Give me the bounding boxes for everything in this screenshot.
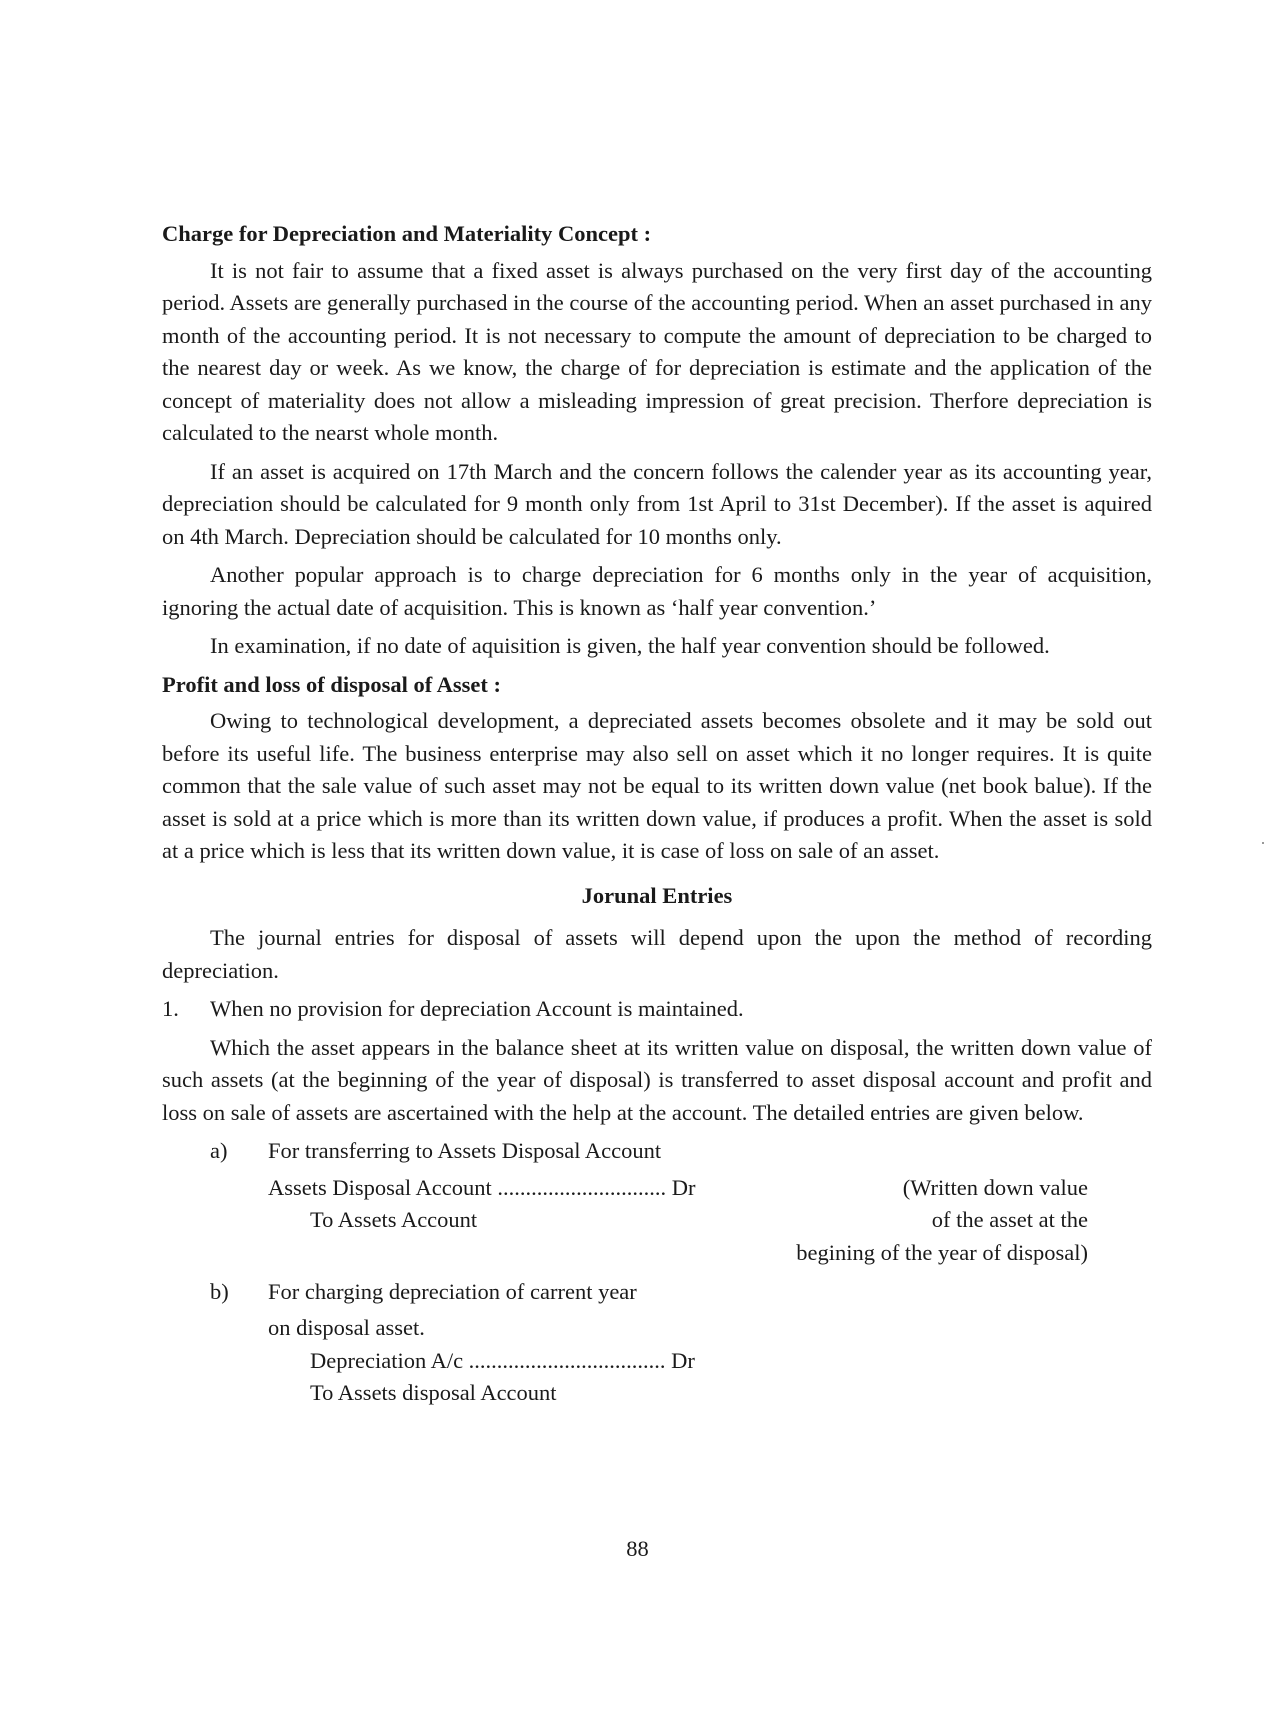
- entry-note-line: begining of the year of disposal): [796, 1239, 1088, 1265]
- lettered-item-b: [210, 1276, 1152, 1309]
- journal-entry-a: [268, 1172, 1152, 1272]
- entry-note: [796, 1172, 1088, 1270]
- entry-debit-line: Depreciation A/c ................................... Dr: [310, 1347, 695, 1373]
- document-page: [162, 218, 1152, 1410]
- section-heading-depreciation: Charge for Depreciation and Materiality Concept :: [162, 221, 652, 246]
- paragraph: The journal entries for disposal of assets will depend upon the upon the method of recording depreciation.: [162, 925, 1152, 983]
- entry-credit-line: To Assets disposal Account: [310, 1380, 557, 1405]
- paragraph: In examination, if no date of aquisition is given, the half year convention should be followed.: [210, 633, 1050, 658]
- lettered-item-a: [210, 1135, 1152, 1168]
- item-text-continued: on disposal asset.: [268, 1315, 425, 1340]
- journal-entry-b: [268, 1312, 1152, 1410]
- paragraph: Another popular approach is to charge depreciation for 6 months only in the year of acquisition, ignoring the actual date of acquisition. This is known as ‘half year convention.’: [162, 562, 1152, 620]
- numbered-item: [162, 993, 1152, 1026]
- paragraph: Which the asset appears in the balance sheet at its written value on disposal, the written down value of such assets (at the beginning of the year of disposal) is transferred to asset disposal account and profit and loss on sale of assets are ascertained with the help at the account. The detailed entries are given below.: [162, 1034, 1152, 1125]
- item-number: 1.: [162, 996, 179, 1021]
- entry-debit-line: Assets Disposal Account .............................. Dr: [268, 1174, 696, 1200]
- paragraph: Owing to technological development, a depreciated assets becomes obsolete and it may be sold out before its useful life. The business enterprise may also sell on asset which it no longer requires. It is quite common that the sale value of such asset may not be equal to its written down value (net book balue). If the asset is sold at a price which is more than its written down value, if produces a profit. When the asset is sold at a price which is less that its written down value, it is case of loss on sale of an asset.: [162, 708, 1152, 863]
- item-text: For transferring to Assets Disposal Account: [268, 1138, 662, 1163]
- entry-credit-line: To Assets Account: [310, 1206, 478, 1232]
- scan-mark: [1262, 842, 1264, 844]
- item-label: a): [210, 1138, 228, 1163]
- paragraph: If an asset is acquired on 17th March and the concern follows the calender year as its accounting year, depreciation should be calculated for 9 month only from 1st April to 31st December). If the asset is aquired on 4th March. Depreciation should be calculated for 10 months only.: [162, 458, 1152, 549]
- item-text: When no provision for depreciation Account is maintained.: [210, 996, 744, 1021]
- entry-note-line: of the asset at the: [931, 1207, 1088, 1232]
- section-heading-journal-entries: Jorunal Entries: [581, 882, 733, 908]
- paragraph: It is not fair to assume that a fixed asset is always purchased on the very first day of the accounting period. Assets are generally purchased in the course of the accounting period. When an asset purchased in any month of the accounting period. It is not necessary to compute the amount of depreciation to be charged to the nearest day or week. As we know, the charge of for depreciation is estimate and the application of the concept of materiality does not allow a misleading impression of great precision. Therfore depreciation is calculated to the nearst whole month.: [162, 257, 1152, 445]
- page-number: 88: [626, 1536, 649, 1561]
- entry-note-line: (Written down value: [902, 1174, 1088, 1200]
- item-label: b): [210, 1278, 229, 1304]
- item-text: For charging depreciation of carrent year: [268, 1278, 637, 1304]
- section-heading-disposal: Profit and loss of disposal of Asset :: [162, 671, 501, 697]
